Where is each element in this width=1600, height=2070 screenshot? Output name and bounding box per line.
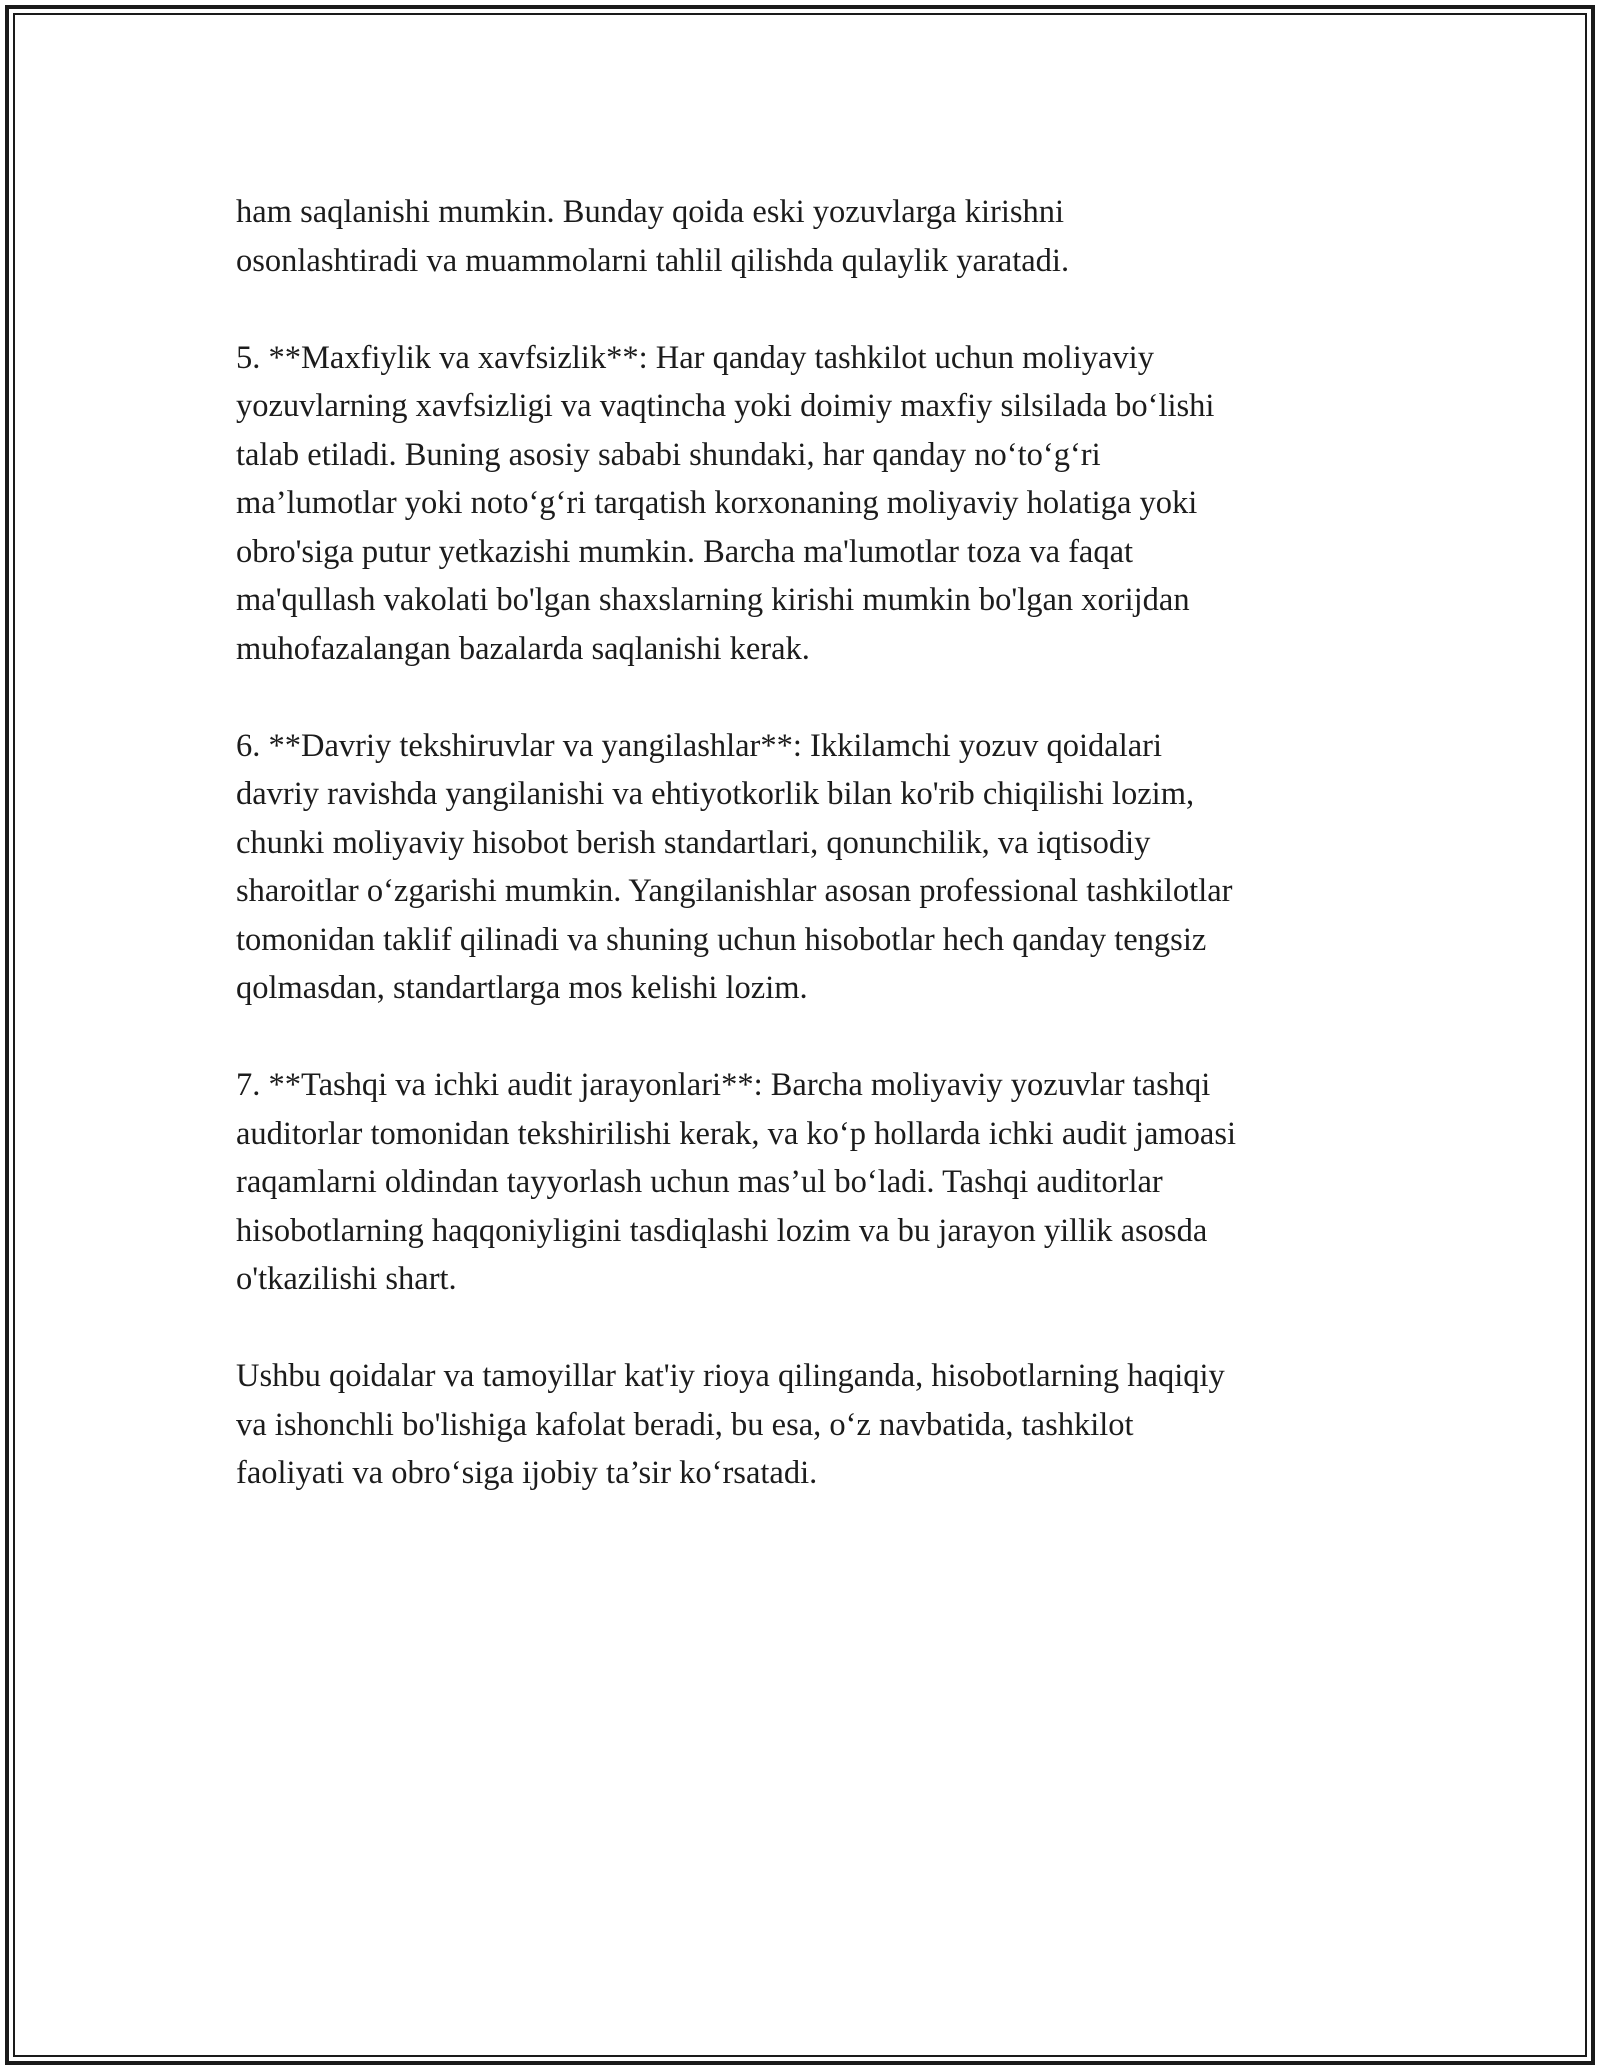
text-line: sharoitlar o‘zgarishi mumkin. Yangilanishlar asosan professional tashkilotlar (236, 873, 1233, 909)
paragraph-continuation (236, 188, 1396, 285)
text-line: 5. **Maxfiylik va xavfsizlik**: Har qanday tashkilot uchun moliyaviy (236, 339, 1154, 376)
text-line: o'tkazilishi shart. (236, 1261, 457, 1297)
text-line: raqamlarni oldindan tayyorlash uchun mas’ul bo‘ladi. Tashqi auditorlar (236, 1164, 1163, 1200)
text-line: 6. **Davriy tekshiruvlar va yangilashlar**: Ikkilamchi yozuv qoidalari (236, 727, 1162, 764)
text-line: chunki moliyaviy hisobot berish standartlari, qonunchilik, va iqtisodiy (236, 824, 1151, 861)
text-line: ma’lumotlar yoki noto‘g‘ri tarqatish korxonaning moliyaviy holatiga yoki (236, 485, 1198, 521)
text-line: Ushbu qoidalar va tamoyillar kat'iy rioya qilinganda, hisobotlarning haqiqiy (236, 1358, 1225, 1394)
paragraph-item-7 (236, 1061, 1396, 1304)
text-line: muhofazalangan bazalarda saqlanishi kerak. (236, 630, 810, 667)
text-line: obro'siga putur yetkazishi mumkin. Barcha ma'lumotlar toza va faqat (236, 533, 1134, 570)
paragraph-conclusion (236, 1352, 1396, 1498)
text-line: 7. **Tashqi va ichki audit jarayonlari**: Barcha moliyaviy yozuvlar tashqi (236, 1067, 1211, 1103)
text-line: talab etiladi. Buning asosiy sababi shundaki, har qanday no‘to‘g‘ri (236, 436, 1101, 473)
document-body (236, 188, 1396, 1546)
text-line: davriy ravishda yangilanishi va ehtiyotkorlik bilan ko'rib chiqilishi lozim, (236, 776, 1195, 812)
text-line: hisobotlarning haqqoniyligini tasdiqlashi lozim va bu jarayon yillik asosda (236, 1212, 1208, 1249)
paragraph-item-6 (236, 722, 1396, 1013)
text-line: yozuvlarning xavfsizligi va vaqtincha yoki doimiy maxfiy silsilada bo‘lishi (236, 388, 1215, 424)
text-line: faoliyati va obro‘siga ijobiy ta’sir ko‘rsatadi. (236, 1455, 818, 1491)
text-line: tomonidan taklif qilinadi va shuning uchun hisobotlar hech qanday tengsiz (236, 921, 1207, 958)
text-line: ma'qullash vakolati bo'lgan shaxslarning kirishi mumkin bo'lgan xorijdan (236, 582, 1190, 618)
text-line: osonlashtiradi va muammolarni tahlil qilishda qulaylik yaratadi. (236, 242, 1070, 279)
text-line: auditorlar tomonidan tekshirilishi kerak, va ko‘p hollarda ichki audit jamoasi (236, 1115, 1237, 1152)
text-line: va ishonchli bo'lishiga kafolat beradi, bu esa, o‘z navbatida, tashkilot (236, 1406, 1134, 1443)
paragraph-item-5 (236, 334, 1396, 674)
text-line: qolmasdan, standartlarga mos kelishi lozim. (236, 970, 808, 1006)
text-line: ham saqlanishi mumkin. Bunday qoida eski yozuvlarga kirishni (236, 194, 1065, 230)
